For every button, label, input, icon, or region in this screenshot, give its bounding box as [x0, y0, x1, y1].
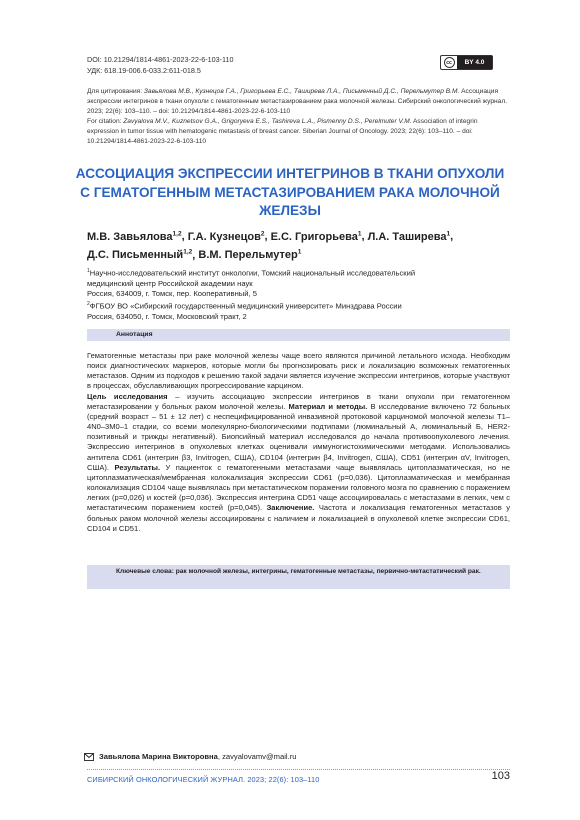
keywords-box: Ключевые слова: рак молочной железы, интегрины, гематогенные метастазы, первично-метастатический рак. — [87, 565, 510, 589]
envelope-icon — [84, 753, 94, 761]
author — [87, 231, 182, 243]
author-name: Е.С. Григорьева — [270, 230, 358, 243]
udk-text: УДК: 618.19-006.6-033.2:611-018.5 — [87, 65, 201, 75]
correspondence-email[interactable]: , zavyalovamv@mail.ru — [217, 752, 297, 761]
doi-text[interactable]: DOI: 10.21294/1814-4861-2023-22-6-103-110 — [87, 55, 234, 64]
affiliation-line: Россия, 634009, г. Томск, пер. Кооперативный, 5 — [87, 288, 257, 298]
author-affil-sup: 1 — [357, 230, 362, 237]
aim-label: Цель исследования — [87, 391, 168, 401]
citation-ru-rest: Ассоциация экспрессии интегринов в ткани опухоли с гематогенным метастазированием рака молочной железы. Сибирский онкологический журнал. 2023; 22(6): 103–110. – doi: 10.21294/1814-4861-2023-22-6-103-110 — [87, 88, 508, 115]
results-text: У пациенток с гематогенными метастазами чаще выявлялась цитоплазматическая, но не цитоплазматическая/мембранная колокализация экспрессии CD61 (р=0,036). Цитоплазматическая и мембранная колокализация CD104 чаще выявлялась при метастатическом поражении головного мозга по сравнению с поражением легких (р=0,026) и костей (р=0,036). Экспрессия интегрина CD51 чаще ассоциировалась с метастазами в легких, чем с метастатическим поражением костей (р=0,045). — [87, 462, 510, 513]
citation-ru-authors: Завьялова М.В., Кузнецов Г.А., Григорьева Е.С., Таширева Л.А., Письменный Д.С., Перельмутер В.М. — [143, 88, 460, 95]
author-affil-sup: 1,2 — [183, 248, 193, 256]
results-label: Результаты. — [114, 462, 161, 472]
cc-logo: cc — [444, 57, 455, 68]
author — [368, 231, 451, 243]
affiliation-1 — [87, 266, 510, 299]
author-list: М.В. Завьялова$^{1,2}$, Г.А. Кузнецов$^2$, Е.С. Григорьева$^1$, Л.А. Таширева$^1$, Д.С. Письменный$^{1,2}$, В.М. Перельмутер$^1$ — [87, 230, 454, 262]
author-name: Д.С. Письменный — [87, 249, 184, 262]
author-name: М.В. Завьялова — [87, 230, 173, 243]
doi-block — [87, 55, 234, 76]
affiliation-line: ФГБОУ ВО «Сибирский государственный медицинский университет» Минздрава России — [89, 301, 402, 311]
author — [198, 249, 301, 261]
affiliation-sup: 2 — [87, 301, 90, 308]
author-name: Л.А. Таширева — [367, 230, 447, 243]
methods-label: Материал и методы. — [288, 401, 368, 411]
citation-en-authors: Zavyalova M.V., Kuznetsov G.A., Grigoryeva E.S., Tashireva L.A., Pismenny D.S., Perelmuter V.M. — [123, 118, 412, 125]
citation-ru-label: Для цитирования: — [87, 88, 144, 95]
methods-text: В исследование включено 72 больных (средний возраст – 51 ± 12 лет) с неспецифицированной инвазивной протоковой карциномой молочной железы T1–4N0–3M0–1 стадии, со всеми молекулярно-биологическими подтипами (люминальный А, люминальный Б, HER2-позитивный и трижды негативный). Биопсийный материал исследовался до начала противоопухолевого лечения. Экспрессию интегринов в опухолевых клетках оценивали иммуногистохимическими методами. Использовались антитела CD61 (интегрин β3, Invitrogen, США), CD104 (интегрин β4, Invitrogen, США), CD51 (интегрин αV, Invitrogen, США). — [87, 401, 510, 472]
conclusion-text: Частота и локализация гематогенных метастазов у больных раком молочной железы ассоциированы с наличием и локализацией в опухолевой клетке экспрессии CD61, CD104 и CD51. — [87, 503, 510, 533]
cc-icon — [441, 56, 457, 69]
abstract-structured — [87, 392, 510, 534]
abstract-intro: Гематогенные метастазы при раке молочной железы чаще всего являются причиной летального исхода. Необходим поиск диагностических маркеров, которые могли бы прогнозировать риск и локализацию возможных гематогенных метастазов. Одним из подходов к решению такой задачи является изучение экспрессии интегринов, которые участвуют в процессах, обуславливающих прогрессирование карцином. — [87, 351, 510, 391]
footer-divider — [87, 769, 510, 770]
citation-en-label: For citation: — [87, 118, 124, 125]
author — [87, 249, 192, 261]
author-affil-sup: 1 — [446, 230, 451, 237]
affiliation-line: Научно-исследовательский институт онкологии, Томский национальный исследовательский — [89, 268, 416, 278]
author — [188, 231, 265, 243]
affiliation-line: Россия, 634050, г. Томск, Московский тракт, 2 — [87, 311, 247, 321]
citation-ru — [87, 87, 510, 117]
author-affil-sup: 1,2 — [172, 230, 182, 237]
cc-license-badge[interactable] — [440, 55, 493, 70]
citation-en-rest: Association of integrin expression in tumor tissue with hematogenic metastasis of breast cancer. Siberian Journal of Oncology. 2023; 22(6): 103–110. – doi: 10.21294/1814-4861-2023-22-6-103-110 — [87, 118, 478, 145]
author-name: Г.А. Кузнецов — [187, 230, 261, 243]
article-title: АССОЦИАЦИЯ ЭКСПРЕССИИ ИНТЕГРИНОВ В ТКАНИ ОПУХОЛИ С ГЕМАТОГЕННЫМ МЕТАСТАЗИРОВАНИЕМ РАКА МОЛОЧНОЙ ЖЕЛЕЗЫ — [75, 166, 505, 218]
affiliations — [87, 266, 510, 322]
citation-block — [87, 87, 510, 147]
citation-en — [87, 117, 510, 147]
correspondence-name: Завьялова Марина Викторовна — [99, 752, 218, 761]
author-name: В.М. Перельмутер — [198, 249, 298, 262]
abstract-heading: Аннотация — [87, 329, 510, 341]
affiliation-sup: 1 — [87, 268, 90, 274]
journal-footer: СИБИРСКИЙ ОНКОЛОГИЧЕСКИЙ ЖУРНАЛ. 2023; 22(6): 103–110 — [87, 775, 320, 784]
aim-text: – изучить ассоциацию экспрессии интегринов в ткани опухоли при гематогенном метастазировании у больных раком молочной железы. — [87, 391, 510, 411]
affiliation-line: медицинский центр Российской академии наук — [87, 278, 253, 288]
license-label: BY 4.0 — [457, 56, 492, 69]
correspondence — [84, 752, 296, 762]
author — [271, 231, 362, 243]
abstract-body — [87, 351, 510, 534]
author-affil-sup: 1 — [297, 248, 302, 256]
conclusion-label: Заключение. — [266, 503, 315, 513]
page-number: 103 — [491, 770, 510, 782]
author-affil-sup: 2 — [260, 230, 265, 237]
affiliation-2 — [87, 299, 510, 322]
